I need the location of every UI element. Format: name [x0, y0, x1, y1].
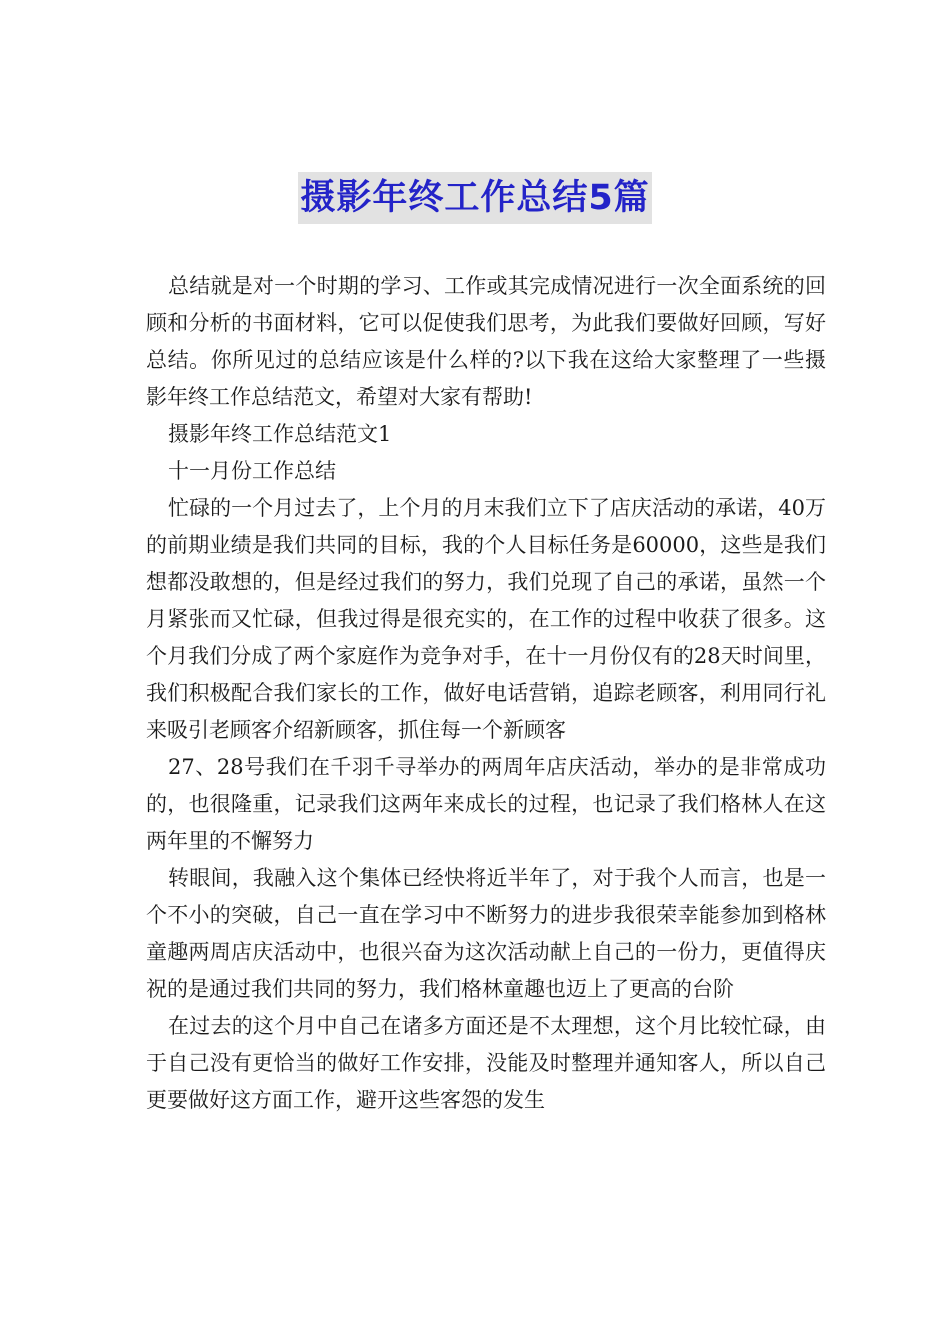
document-title-text: 摄影年终工作总结5篇 — [298, 172, 651, 224]
paragraph-heading-november: 十一月份工作总结 — [168, 459, 336, 483]
paragraph-half-year: 转眼间，我融入这个集体已经快将近半年了，对于我个人而言，也是一个不小的突破，自己一直在学习中不断努力的进步我很荣幸能参加到格林童趣两周店庆活动中，也很兴奋为这次活动献上自己的一份力，更值得庆祝的是通过我们共同的努力，我们格林童趣也迈上了更高的台阶 — [146, 866, 826, 1001]
paragraph-heading-sample-1: 摄影年终工作总结范文1 — [168, 422, 392, 446]
document-body — [146, 268, 826, 1119]
paragraph-anniversary: 27、28号我们在千羽千寻举办的两周年店庆活动，举办的是非常成功的，也很隆重，记录我们这两年来成长的过程，也记录了我们格林人在这两年里的不懈努力 — [146, 755, 826, 853]
document-title — [0, 172, 950, 224]
paragraph-intro: 总结就是对一个时期的学习、工作或其完成情况进行一次全面系统的回顾和分析的书面材料，它可以促使我们思考，为此我们要做好回顾，写好总结。你所见过的总结应该是什么样的?以下我在这给大家整理了一些摄影年终工作总结范文，希望对大家有帮助! — [146, 274, 826, 409]
paragraph-shortcomings: 在过去的这个月中自己在诸多方面还是不太理想，这个月比较忙碌，由于自己没有更恰当的做好工作安排，没能及时整理并通知客人，所以自己更要做好这方面工作，避开这些客怨的发生 — [146, 1014, 826, 1112]
paragraph-busy-month: 忙碌的一个月过去了，上个月的月末我们立下了店庆活动的承诺，40万的前期业绩是我们共同的目标，我的个人目标任务是60000，这些是我们想都没敢想的，但是经过我们的努力，我们兑现了自己的承诺，虽然一个月紧张而又忙碌，但我过得是很充实的，在工作的过程中收获了很多。这个月我们分成了两个家庭作为竞争对手，在十一月份仅有的28天时间里，我们积极配合我们家长的工作，做好电话营销，追踪老顾客，利用同行礼来吸引老顾客介绍新顾客，抓住每一个新顾客 — [146, 496, 826, 742]
